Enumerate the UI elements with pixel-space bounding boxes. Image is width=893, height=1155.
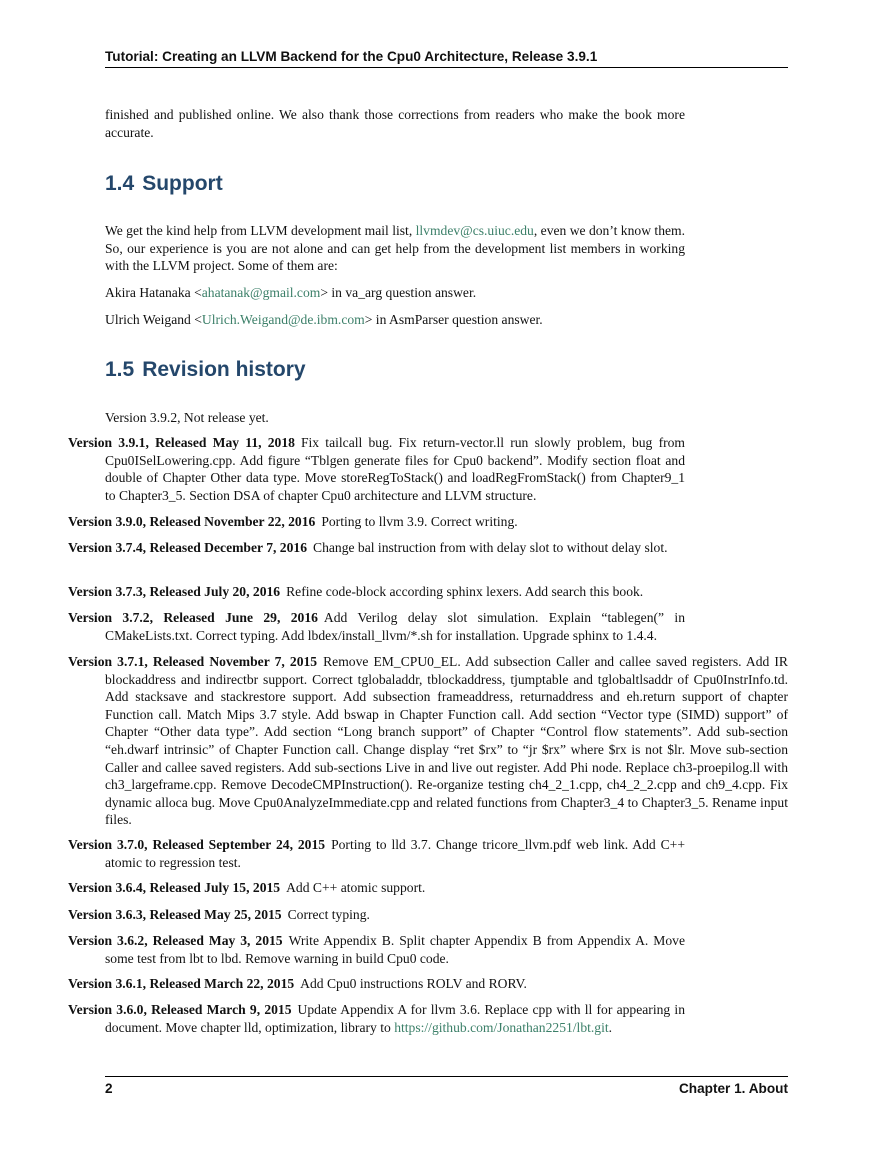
github-lbt-link[interactable]: https://github.com/Jonathan2251/lbt.git [394, 1019, 609, 1035]
section-title: Support [142, 172, 223, 195]
support-contact-akira [105, 284, 685, 302]
revision-description: Add Verilog delay slot simulation. Explain “tablegen(” in CMakeLists.txt. Correct typing. Add lbdex/install_llvm/*.sh for installation. Upgrade sphinx to 1.4.4. [105, 610, 685, 643]
text-span: Akira Hatanaka < [105, 285, 202, 300]
revision-description: Correct typing. [287, 907, 370, 922]
revision-entry [68, 434, 685, 504]
header-title: Tutorial: Creating an LLVM Backend for the Cpu0 Architecture, Release 3.9.1 [105, 49, 598, 64]
revision-description: Porting to lld 3.7. Change tricore_llvm.pdf web link. Add C++ atomic to regression test. [105, 837, 685, 870]
text-span: Ulrich Weigand < [105, 312, 202, 327]
revision-entry [68, 906, 685, 924]
revision-description: Add C++ atomic support. [286, 880, 426, 895]
revision-version: Version 3.7.4, Released December 7, 2016 [68, 540, 307, 555]
revision-entry [68, 879, 685, 897]
revision-version: Version 3.6.4, Released July 15, 2015 [68, 880, 281, 895]
revision-description: Remove EM_CPU0_EL. Add subsection Caller and callee saved registers. Add IR blockaddress and indirectbr support. Correct tglobaladdr, tblockaddress, tjumptable and tglobaltlsaddr of Cpu0InstrInfo.td. Add stacksave and stackrestore support. Add subsection frameaddress, returnaddress and eh.return support of chapter Function call. Match Mips 3.7 style. Add bswap in Chapter Function call. Add section “Vector type (SIMD) support” of Chapter “Other data type”. Add section “Long branch support” of Chapter “Control flow statements”. Add sub-section “eh.dwarf intrinsic” of Chapter Function call. Change display “ret $rx” to “jr $rx” where $rx is not $lr. Move sub-section Caller and callee saved registers. Add sub-sections Live in and live out register. Add Phi node. Replace ch3-proepilog.ll with ch3_largeframe.cpp. Remove DecodeCMPInstruction(). Re-organize testing ch4_2_1.cpp, ch4_2_2.cpp and ch9_4.cpp. Fix dynamic alloca bug. Move Cpu0AnalyzeImmediate.cpp and related functions from Chapter3_4 to Chapter3_5. Rename input files. [105, 654, 788, 828]
chapter-label: Chapter 1. About [678, 1081, 788, 1096]
mailto-link-ulrich[interactable]: Ulrich.Weigand@de.ibm.com [201, 312, 365, 327]
revision-description: Write Appendix B. Split chapter Appendix B from Appendix A. Move some test from lbt to lbd. Remove warning in build Cpu0 code. [105, 933, 685, 966]
revision-version: Version 3.7.1, Released November 7, 2015 [68, 654, 318, 669]
section-number: 1.4 [105, 172, 135, 195]
section-heading-revision-history [105, 358, 306, 382]
revision-version: Version 3.7.0, Released September 24, 2015 [68, 837, 326, 852]
revision-version: Version 3.9.1, Released May 11, 2018 [68, 435, 295, 450]
current-version-note: Version 3.9.2, Not release yet. [105, 410, 269, 425]
page-number: 2 [105, 1081, 113, 1096]
revision-description: Add Cpu0 instructions ROLV and RORV. [300, 976, 527, 991]
support-paragraph [105, 222, 685, 275]
revision-entry [68, 975, 685, 993]
section-heading-support [105, 172, 223, 196]
revision-description: Update Appendix A for llvm 3.6. Replace cpp with ll for appearing in document. Move chapter lld, optimization, library to [105, 1002, 685, 1035]
revision-entry [68, 836, 685, 871]
page-footer [105, 1076, 788, 1096]
revision-entry [68, 1001, 685, 1036]
text-span: , even we don’t know them. So, our experience is you are not alone and can get help from the development list members in working with the LLVM project. Some of them are: [105, 223, 685, 274]
revision-entry [68, 932, 685, 967]
revision-version: Version 3.6.3, Released May 25, 2015 [68, 907, 282, 922]
text-span: We get the kind help from LLVM development mail list, [105, 223, 416, 238]
mailto-link-ahatanak[interactable]: ahatanak@gmail.com [201, 285, 321, 300]
intro-paragraph: finished and published online. We also thank those corrections from readers who make the book more accurate. [105, 107, 685, 140]
text-span: . [608, 1019, 613, 1035]
revision-entry [68, 513, 685, 531]
page-header [105, 49, 788, 68]
text-span: > in va_arg question answer. [320, 285, 477, 300]
revision-version: Version 3.6.1, Released March 22, 2015 [68, 976, 295, 991]
section-title: Revision history [142, 358, 306, 381]
revision-description: Change bal instruction from with delay slot to without delay slot. [313, 540, 668, 555]
support-contact-ulrich [105, 311, 685, 329]
revision-description: Refine code-block according sphinx lexers. Add search this book. [286, 584, 644, 599]
text-span: > in AsmParser question answer. [364, 312, 543, 327]
revision-version: Version 3.7.2, Released June 29, 2016 [68, 610, 318, 625]
revision-entry [68, 583, 685, 601]
revision-version: Version 3.6.0, Released March 9, 2015 [68, 1002, 292, 1017]
revision-entry [68, 609, 685, 644]
revision-version: Version 3.7.3, Released July 20, 2016 [68, 584, 281, 599]
revision-entry [68, 653, 788, 829]
revision-version: Version 3.9.0, Released November 22, 2016 [68, 514, 316, 529]
revision-entry [68, 539, 685, 557]
revision-version: Version 3.6.2, Released May 3, 2015 [68, 933, 283, 948]
section-number: 1.5 [105, 358, 135, 381]
revision-description: Fix tailcall bug. Fix return-vector.ll run slowly problem, bug from Cpu0ISelLowering.cpp. Add figure “Tblgen generate files for Cpu0 backend”. Modify section float and double of Chapter Other data type. Move storeRegToStack() and loadRegFromStack() from Chapter9_1 to Chapter3_5. Section DSA of chapter Cpu0 architecture and LLVM structure. [105, 435, 685, 503]
mailto-link-llvmdev[interactable]: llvmdev@cs.uiuc.edu [415, 223, 534, 238]
revision-description: Porting to llvm 3.9. Correct writing. [321, 514, 518, 529]
